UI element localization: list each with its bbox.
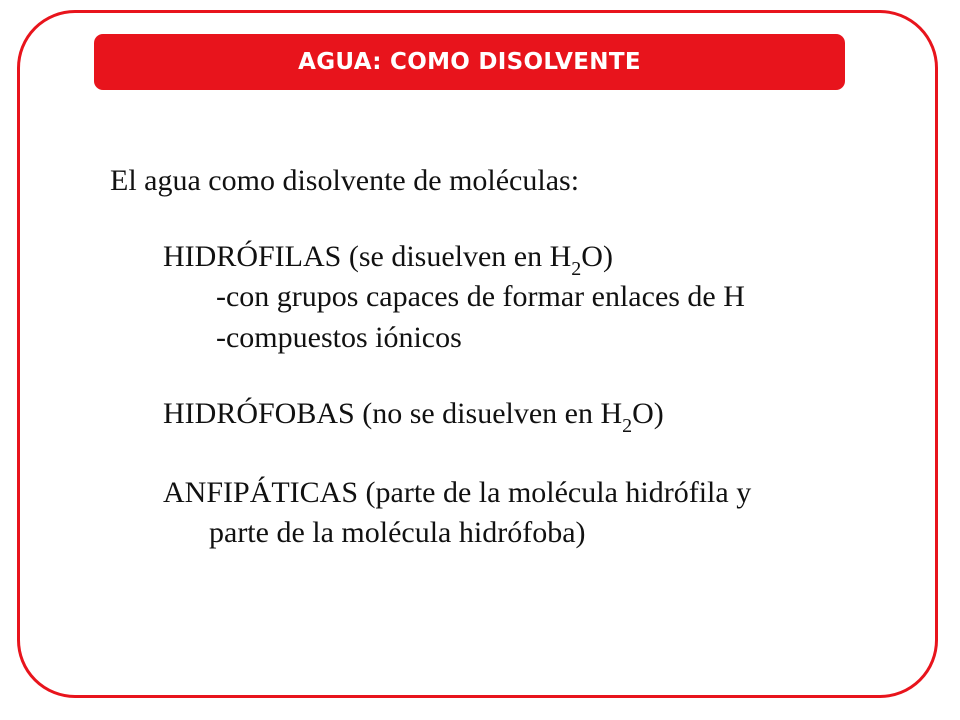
hidrofobas-heading: [163, 397, 664, 437]
hidrofobas-heading-post: O): [632, 397, 664, 430]
anfipaticas-line-2: parte de la molécula hidrófoba): [209, 516, 586, 549]
slide-frame: [17, 10, 938, 698]
title-bar: [94, 34, 845, 90]
anfipaticas-line-1: ANFIPÁTICAS (parte de la molécula hidrófila y: [163, 476, 752, 509]
hidrofilas-heading-post: O): [581, 240, 613, 273]
hidrofobas-heading-pre: HIDRÓFOBAS (no se disuelven en H: [163, 397, 623, 430]
hidrofobas-subscript: 2: [622, 415, 633, 437]
intro-text: El agua como disolvente de moléculas:: [110, 164, 580, 197]
hidrofilas-item-1: -con grupos capaces de formar enlaces de H: [216, 280, 745, 313]
hidrofilas-subscript: 2: [571, 258, 582, 280]
slide-title: AGUA: COMO DISOLVENTE: [298, 49, 641, 75]
hidrofilas-heading-pre: HIDRÓFILAS (se disuelven en H: [163, 240, 572, 273]
hidrofilas-heading: [163, 240, 613, 280]
hidrofilas-item-2: -compuestos iónicos: [216, 321, 462, 354]
